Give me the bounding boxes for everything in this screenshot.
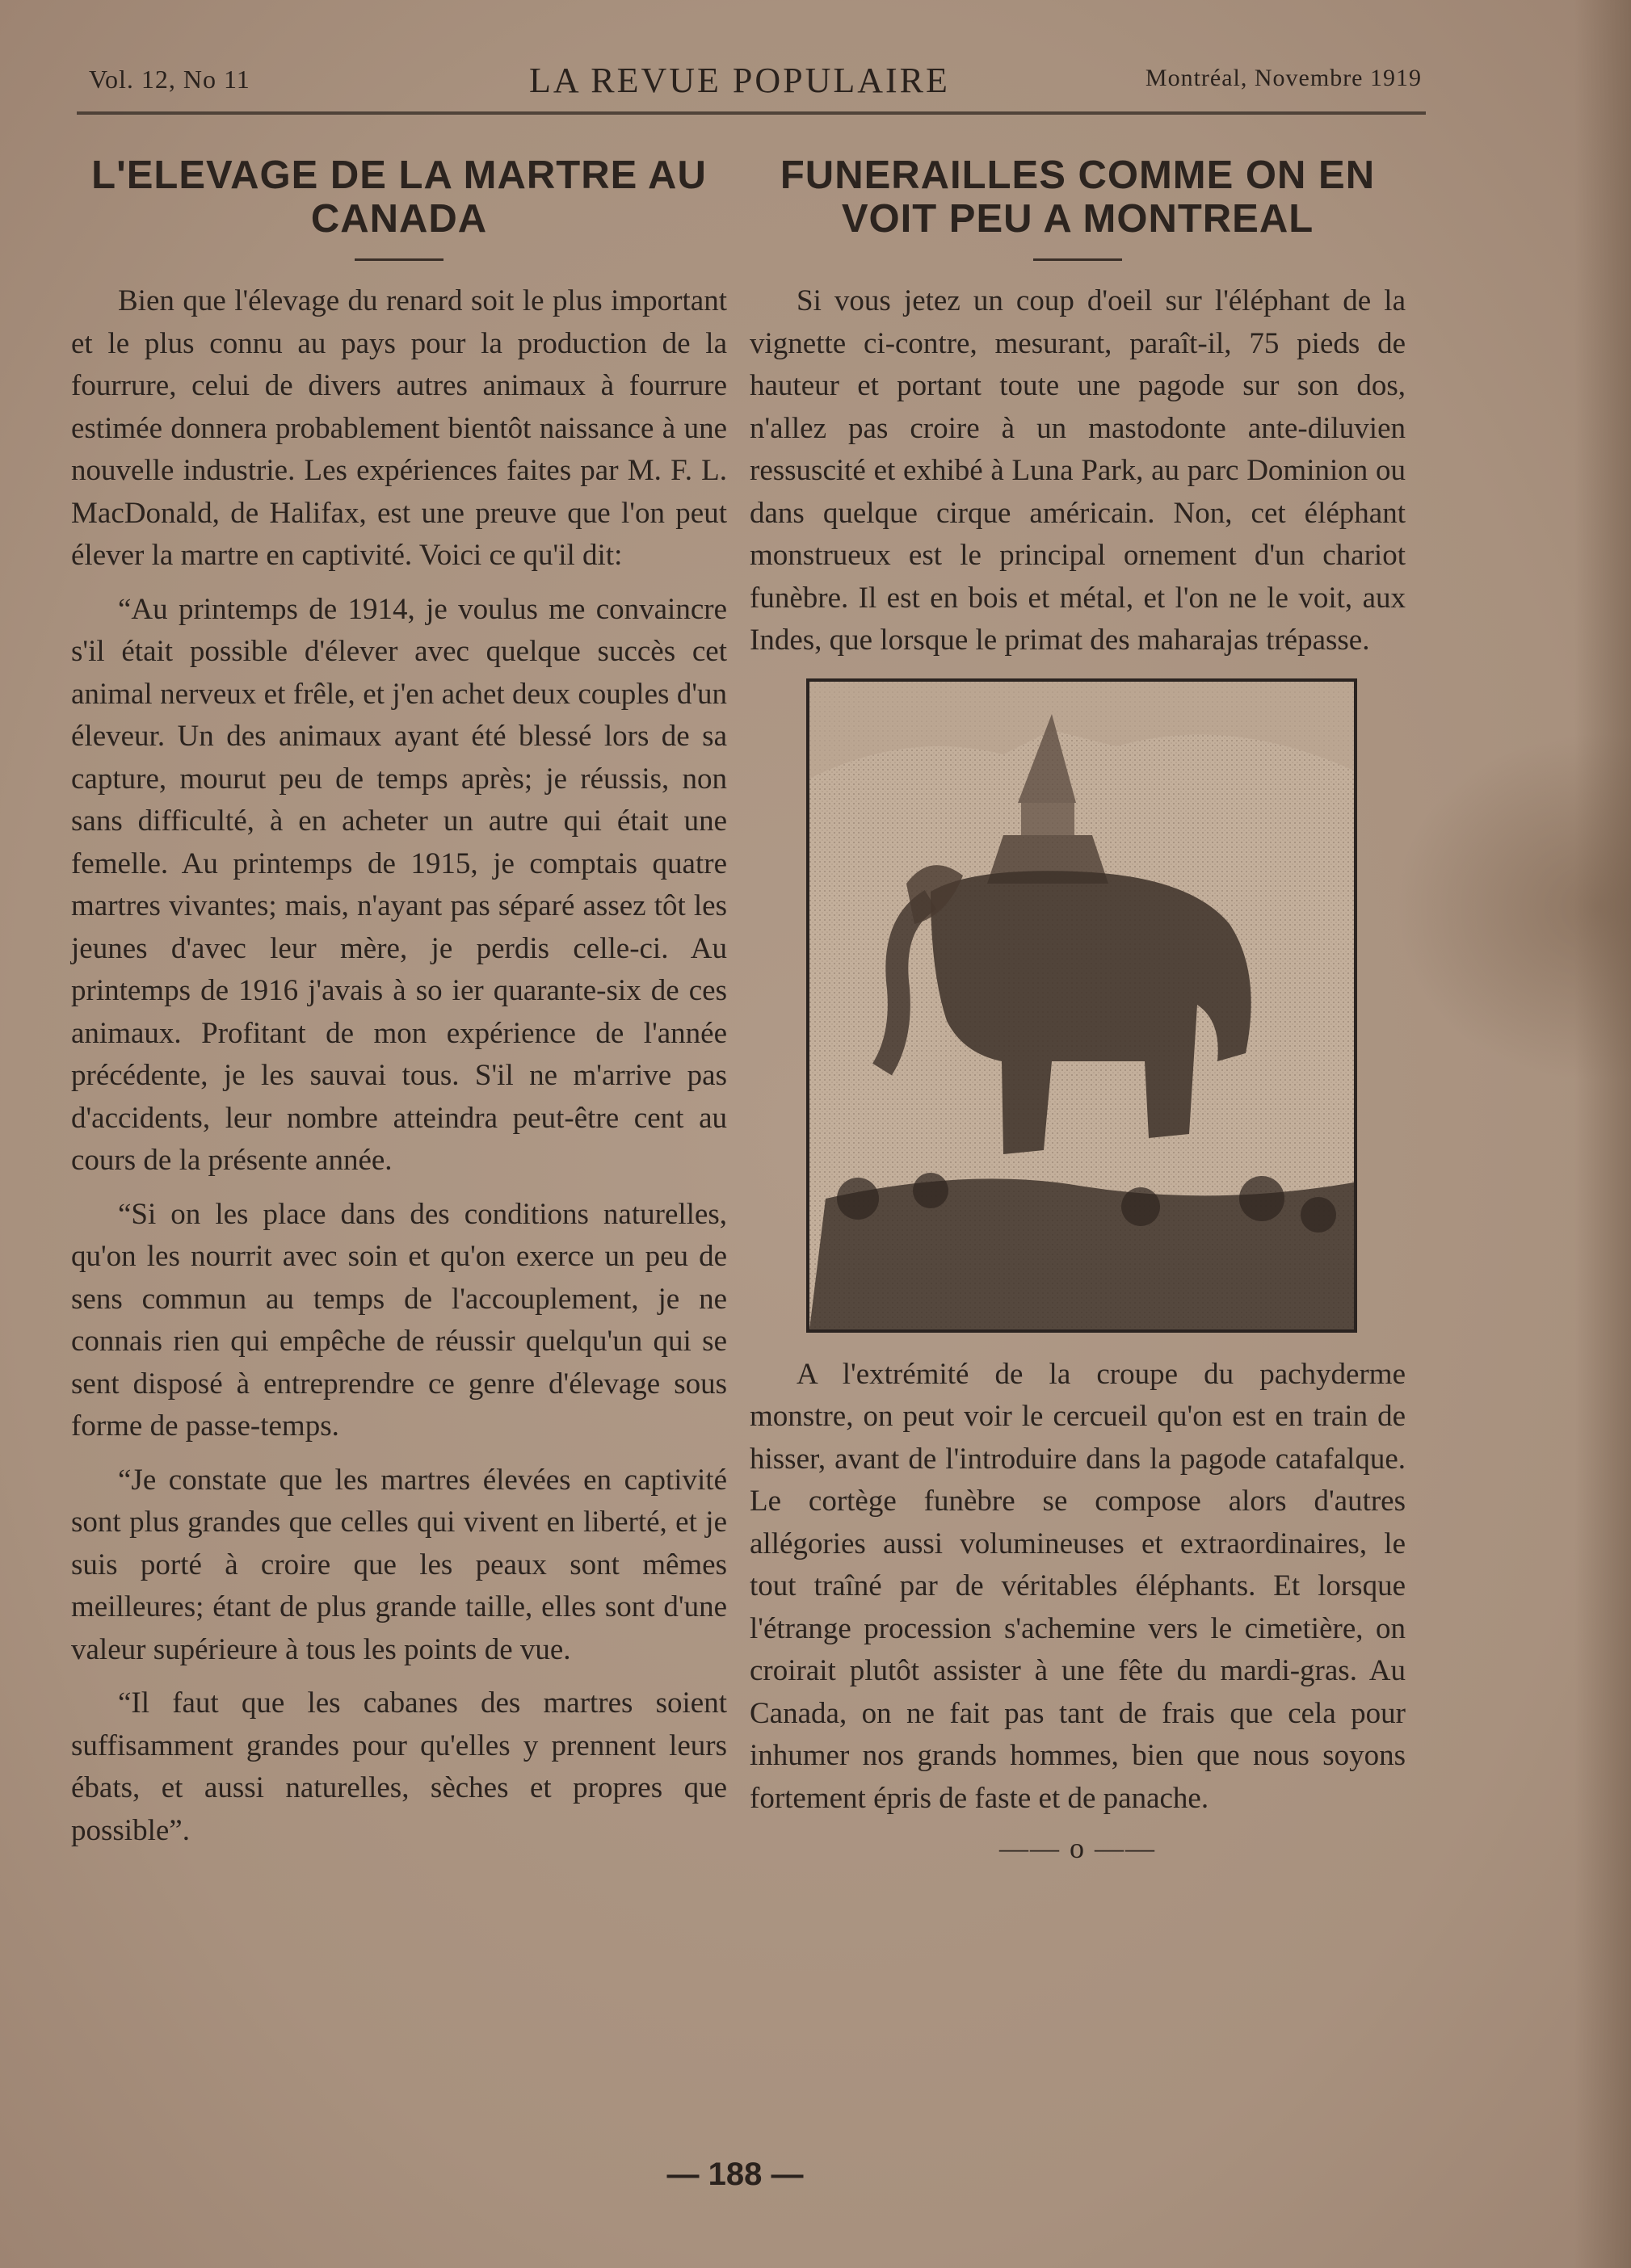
left-paragraph: “Il faut que les cabanes des martres soient suffisamment grandes pour qu'elles y prennent leurs ébats, et aussi naturelles, sèches et propres que possible”. bbox=[71, 1686, 727, 1847]
end-of-article-mark: —— o —— bbox=[999, 1832, 1156, 1864]
page-edge-shadow bbox=[1574, 0, 1631, 2268]
title-divider bbox=[355, 258, 443, 261]
left-article-title: L'ELEVAGE DE LA MARTRE AU CANADA bbox=[91, 153, 707, 241]
header-rule bbox=[77, 111, 1426, 115]
left-paragraph: “Je constate que les martres élevées en captivité sont plus grandes que celles qui vivent en liberté, et je suis porté à croire que les peaux sont mêmes meilleures; étant de plus grande taille, elles sont d'une valeur supérieure à tous les points de vue. bbox=[71, 1463, 727, 1666]
left-paragraph: “Si on les place dans des conditions naturelles, qu'on les nourrit avec soin et qu'on exerce un peu de sens commun au temps de l'accouplement, je ne connais rien qui empêche de réussir quelqu'un qui se sent disposé à entreprendre ce genre d'élevage sous forme de passe-temps. bbox=[71, 1197, 727, 1443]
volume-number: Vol. 12, No 11 bbox=[89, 65, 250, 94]
left-paragraph: Bien que l'élevage du renard soit le plus important et le plus connu au pays pour la production de la fourrure, celui de divers autres animaux à fourrure estimée donnera probablement bientôt naissance à une nouvelle industrie. Les expériences faites par M. F. L. MacDonald, de Halifax, est une preuve que l'on peut élever la martre en captivité. Voici ce qu'il dit: bbox=[71, 284, 727, 572]
dateline: Montréal, Novembre 1919 bbox=[1145, 65, 1422, 91]
left-column bbox=[71, 153, 727, 1863]
right-paragraph: Si vous jetez un coup d'oeil sur l'éléphant de la vignette ci-contre, mesurant, paraît-il, 75 pieds de hauteur et portant toute une pagode sur son dos, n'allez pas croire à un mastodonte ante-diluvien ressuscité et exhibé à Luna Park, au parc Dominion ou dans quelque cirque américain. Non, cet éléphant monstrueux est le principal ornement d'un chariot funèbre. Il est en bois et métal, et l'on ne le voit, aux Indes, que lorsque le primat des maharajas trépasse. bbox=[750, 284, 1406, 657]
left-paragraph: “Au printemps de 1914, je voulus me convaincre s'il était possible d'élever avec quelque succès cet animal nerveux et frêle, et j'en achet deux couples d'un éleveur. Un des animaux ayant été blessé lors de sa capture, mourut peu de temps après; je réussis, non sans difficulté, à en acheter un autre qui était une femelle. Au printemps de 1915, je comptais quatre martres vivantes; mais, n'ayant pas séparé assez tôt les jeunes d'avec leur mère, je perdis celle-ci. Au printemps de 1916 j'avais à so ier quarante-six de ces animaux. Profitant de mon expérience de l'année précédente, je les sauvai tous. S'il ne m'arrive pas d'accidents, leur nombre atteindra peut-être cent au cours de la présente année. bbox=[71, 592, 727, 1177]
title-divider bbox=[1033, 258, 1122, 261]
elephant-pagoda-illustration bbox=[809, 682, 1354, 1329]
right-paragraph: A l'extrémité de la croupe du pachyderme monstre, on peut voir le cercueil qu'on est en train de hisser, avant de l'introduire dans la pagode catafalque. Le cortège funèbre se compose alors d'autres allégories aussi volumineuses et extraordinaires, le tout traîné par de véritables éléphants. Et lorsque l'étrange procession s'achemine vers le cimetière, on croirait plutôt assister à une fête du mardi-gras. Au Canada, on ne fait pas tant de frais que cela pour inhumer nos grands hommes, bien que nous soyons fortement épris de faste et de panache. bbox=[750, 1357, 1406, 1815]
running-header bbox=[81, 61, 1422, 103]
right-column bbox=[750, 153, 1406, 1865]
publication-name: LA REVUE POPULAIRE bbox=[529, 61, 950, 100]
page-number: — 188 — bbox=[666, 2157, 804, 2192]
elephant-funeral-photo bbox=[806, 678, 1357, 1333]
right-article-title: FUNERAILLES COMME ON EN VOIT PEU A MONTREAL bbox=[780, 153, 1376, 241]
